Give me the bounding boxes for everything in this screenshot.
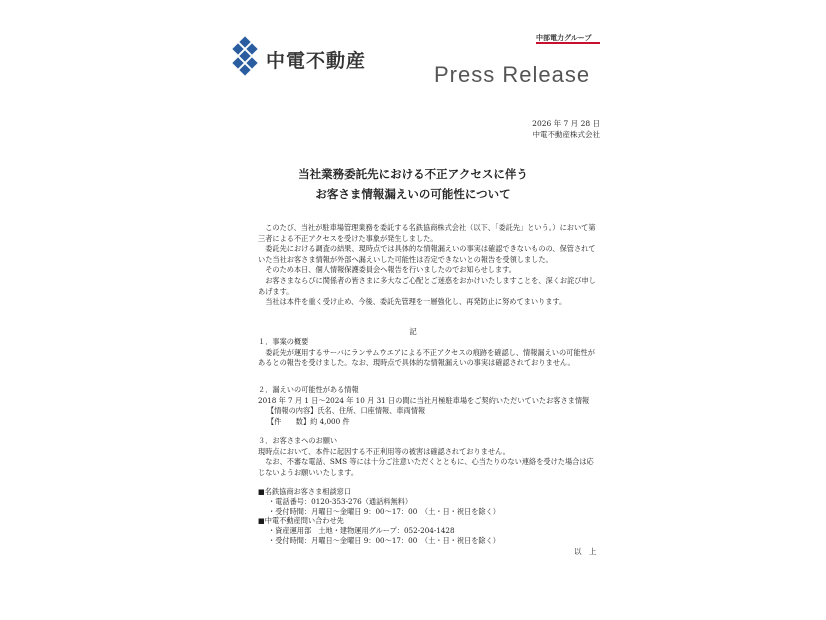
section-line: 2018 年 7 月 1 日～2024 年 10 月 31 日の間に当社月極駐車場をご契約いただいていたお客さま情報 bbox=[258, 395, 590, 405]
contact-line: ・受付時間：月曜日～金曜日 9：00～17：00 （土・日・祝日を除く） bbox=[268, 535, 500, 545]
contact-name: ■中電不動産問い合わせ先 bbox=[258, 516, 344, 526]
intro-text bbox=[258, 223, 598, 308]
company-logo bbox=[230, 38, 366, 80]
group-underline bbox=[536, 42, 600, 44]
title-line-1: 当社業務委託先における不正アクセスに伴う bbox=[298, 167, 528, 181]
section-line: 現時点において、本件に起因する不正利用等の被害は確認されておりません。 bbox=[258, 446, 510, 456]
section-line: なお、不審な電話、SMS 等には十分ご注意いただくとともに、心当たりのない連絡を受けた場合は応じないようお願いいたします。 bbox=[258, 457, 594, 477]
contact-line: ・受付時間：月曜日～金曜日 9：00～17：00 （土・日・祝日を除く） bbox=[268, 506, 500, 516]
intro-paragraph: そのため本日、個人情報保護委員会へ報告を行いましたのでお知らせします。 bbox=[265, 265, 516, 275]
contact-line: ・電話番号：0120-353-276（通話料無料） bbox=[268, 496, 413, 506]
closing-mark: 以 上 bbox=[574, 547, 597, 556]
group-label: 中部電力グループ bbox=[536, 34, 592, 42]
logo-text: 中電不動産 bbox=[266, 49, 367, 72]
section-heading: ３．お客さまへのお願い bbox=[258, 436, 338, 445]
section-2 bbox=[258, 385, 598, 427]
release-date: 2026 年 7 月 28 日 bbox=[532, 119, 600, 128]
section-3 bbox=[258, 436, 598, 478]
contact-name: ■名鉄協商お客さま相談窓口 bbox=[258, 487, 352, 496]
contact-block bbox=[258, 487, 598, 546]
company-name: 中電不動産株式会社 bbox=[532, 130, 600, 139]
section-heading: ２．漏えいの可能性がある情報 bbox=[258, 385, 359, 394]
section-heading: １．事案の概要 bbox=[258, 337, 309, 346]
intro-paragraph: お客さまならびに関係者の皆さまに多大なご心配とご迷惑をおかけいたしますことを、深くお詫び申しあげます。 bbox=[258, 275, 596, 296]
date-block bbox=[532, 118, 600, 140]
ki-mark: 記 bbox=[409, 327, 417, 336]
section-1 bbox=[258, 337, 598, 369]
logo-mark-icon bbox=[230, 38, 260, 80]
section-line: 【件 数】約 4,000 件 bbox=[267, 416, 350, 426]
section-line: 委託先が運用するサーバにランサムウエアによる不正アクセスの痕跡を確認し、情報漏えいの可能性があるとの報告を受けました。なお、現時点で具体的な情報漏えいの事実は確認されておりません。 bbox=[258, 347, 595, 368]
press-release-heading: Press Release bbox=[434, 62, 591, 87]
contact-line: ・資産運用部 土地・建物運用グループ：052-204-1428 bbox=[268, 526, 455, 536]
intro-paragraph: 当社は本件を重く受け止め、今後、委託先管理を一層強化し、再発防止に努めてまいります。 bbox=[265, 297, 567, 307]
intro-paragraph: 委託先における調査の結果、現時点では具体的な情報漏えいの事実は確認できないものの、保管されていた当社お客さま情報が外部へ漏えいした可能性は否定できないとの報告を受領しました。 bbox=[258, 244, 596, 264]
document-title bbox=[0, 164, 826, 204]
title-line-2: お客さま情報漏えいの可能性について bbox=[315, 187, 511, 201]
intro-paragraph: このたび、当社が駐車場管理業務を委託する名鉄協商株式会社（以下、「委託先」という。）において第三者による不正アクセスを受けた事象が発生しました。 bbox=[258, 223, 596, 243]
section-line: 【情報の内容】氏名、住所、口座情報、車両情報 bbox=[267, 406, 426, 416]
